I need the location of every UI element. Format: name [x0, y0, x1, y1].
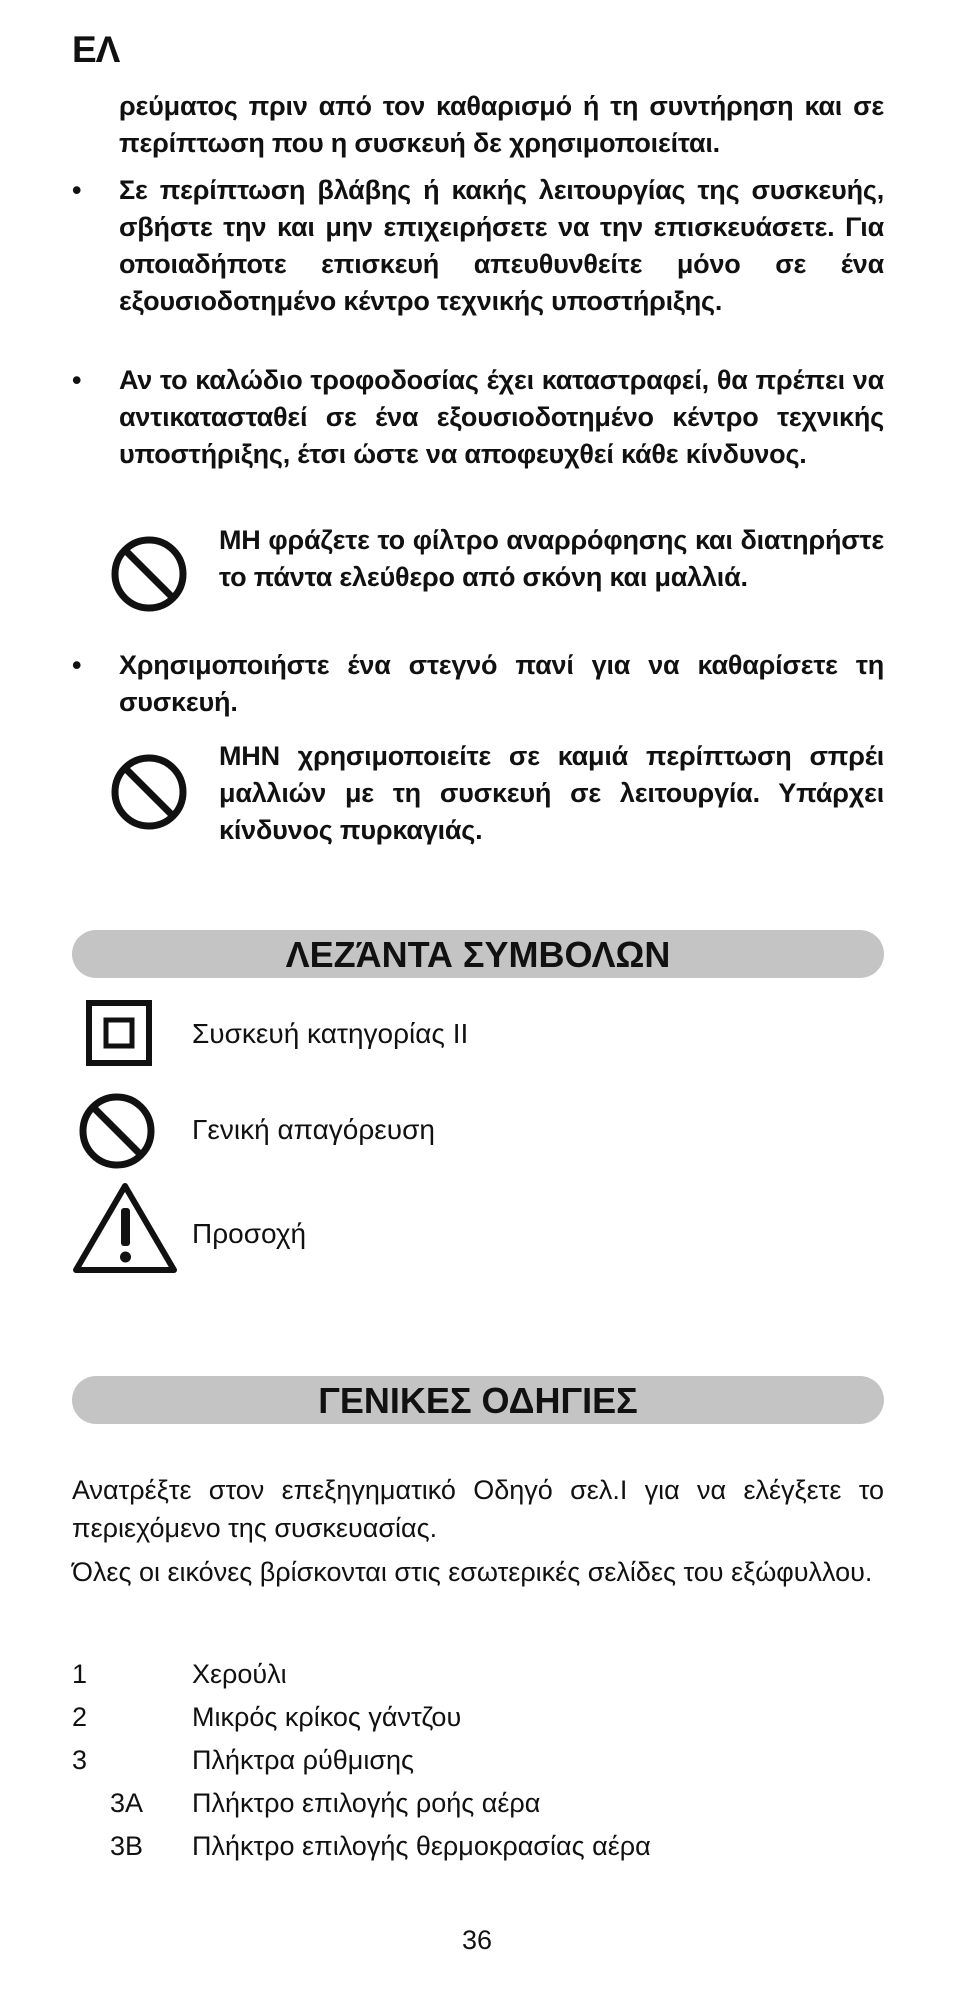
- list-number: 1: [72, 1659, 88, 1689]
- bullet-item-cleaning: Χρησιμοποιήστε ένα στεγνό πανί για να καθαρίσετε τη συσκευή.: [119, 650, 884, 717]
- bullet-marker: •: [72, 650, 82, 680]
- general-paragraph-2: Όλες οι εικόνες βρίσκονται στις εσωτερικές σελίδες του εξώφυλλου.: [72, 1557, 873, 1587]
- list-item-label: Χερούλι: [192, 1659, 287, 1689]
- general-section-title: ΓΕΝΙΚΕΣ ΟΔΗΓΙΕΣ: [72, 1376, 884, 1424]
- legend-label-prohibition: Γενική απαγόρευση: [192, 1114, 435, 1145]
- warning-triangle-icon: [70, 1180, 180, 1276]
- prohibition-icon: [110, 535, 188, 613]
- list-number: 3: [72, 1745, 88, 1775]
- list-number: 3A: [110, 1788, 144, 1818]
- list-item-label: Πλήκτρο επιλογής ροής αέρα: [192, 1788, 541, 1818]
- prohibition-icon: [78, 1092, 156, 1170]
- continued-paragraph: ρεύματος πριν από τον καθαρισμό ή τη συντήρηση και σε περίπτωση που η συσκευή δε χρησιμοποιείται.: [119, 91, 884, 158]
- double-square-icon: [86, 1000, 152, 1066]
- legend-label-caution: Προσοχή: [192, 1218, 307, 1249]
- list-number: 3B: [110, 1831, 144, 1861]
- warning-hairspray: ΜΗΝ χρησιμοποιείτε σε καμιά περίπτωση σπρέι μαλλιών με τη συσκευή σε λειτουργία. Υπάρχει κίνδυνος πυρκαγιάς.: [219, 741, 884, 845]
- bullet-item-repair: Σε περίπτωση βλάβης ή κακής λειτουργίας της συσκευής, σβήστε την και μην επιχειρήσετε να την επισκευάσετε. Για οποιαδήποτε επισκευή απευθυνθείτε μόνο σε ένα εξουσιοδοτημένο κέντρο τεχνικής υποστήριξης.: [119, 175, 884, 316]
- bullet-marker: •: [72, 365, 82, 395]
- legend-label-class2: Συσκευή κατηγορίας II: [192, 1018, 469, 1049]
- list-item-label: Πλήκτρα ρύθμισης: [192, 1745, 415, 1775]
- warning-filter: ΜΗ φράζετε το φίλτρο αναρρόφησης και διατηρήστε το πάντα ελεύθερο από σκόνη και μαλλιά.: [219, 525, 884, 592]
- legend-section-title: ΛΕΖΆΝΤΑ ΣΥΜΒΟΛΩΝ: [72, 930, 884, 978]
- language-code: ΕΛ: [72, 29, 120, 70]
- list-item-label: Πλήκτρο επιλογής θερμοκρασίας αέρα: [192, 1831, 651, 1861]
- bullet-marker: •: [72, 175, 82, 205]
- list-item-label: Μικρός κρίκος γάντζου: [192, 1702, 462, 1732]
- list-number: 2: [72, 1702, 88, 1732]
- page-number: 36: [461, 1925, 493, 1955]
- prohibition-icon: [110, 753, 188, 831]
- general-paragraph-1: Ανατρέξτε στον επεξηγηματικό Οδηγό σελ.I για να ελέγξετε το περιεχόμενο της συσκευασίας.: [72, 1475, 884, 1543]
- bullet-item-cable: Αν το καλώδιο τροφοδοσίας έχει καταστραφεί, θα πρέπει να αντικατασταθεί σε ένα εξουσιοδοτημένο κέντρο τεχνικής υποστήριξης, έτσι ώστε να αποφευχθεί κάθε κίνδυνος.: [119, 365, 884, 469]
